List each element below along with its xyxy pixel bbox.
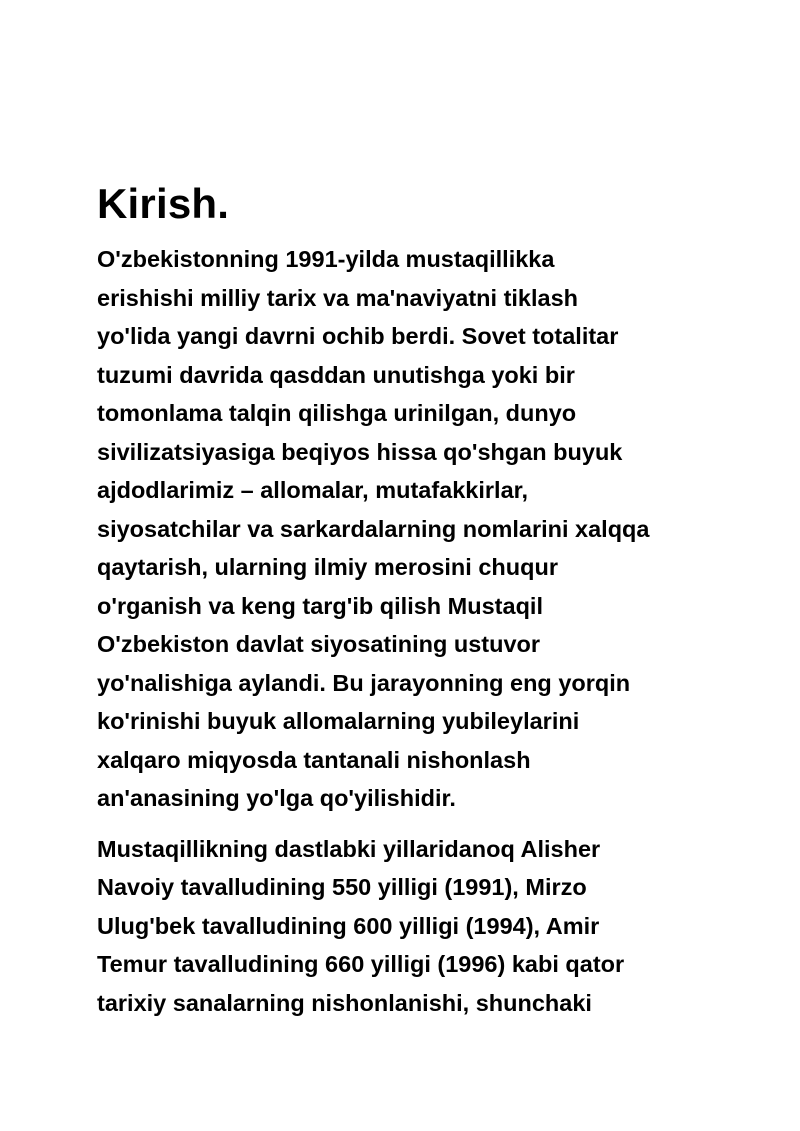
paragraph-line: sivilizatsiyasiga beqiyos hissa qo'shgan buyuk [97, 438, 623, 465]
paragraph-line: tuzumi davrida qasddan unutishga yoki bir [97, 361, 575, 388]
section-heading: Kirish. [97, 180, 230, 227]
paragraph-2 [97, 830, 727, 1023]
paragraph-line: Mustaqillikning dastlabki yillaridanoq Alisher [97, 835, 601, 862]
paragraph-line: Temur tavalludining 660 yilligi (1996) kabi qator [97, 951, 625, 977]
paragraph-1 [97, 240, 727, 818]
paragraph-line: O'zbekiston davlat siyosatining ustuvor [97, 631, 541, 657]
paragraph-line: Navoiy tavalludining 550 yilligi (1991), Mirzo [97, 874, 587, 900]
paragraph-line: yo'lida yangi davrni ochib berdi. Sovet totalitar [97, 323, 619, 349]
paragraph-line: o'rganish va keng targ'ib qilish Mustaqil [97, 592, 543, 619]
paragraph-line: siyosatchilar va sarkardalarning nomlarini xalqqa [97, 515, 650, 542]
paragraph-line: Ulug'bek tavalludining 600 yilligi (1994), Amir [97, 912, 600, 939]
document-body [97, 178, 727, 1034]
paragraph-line: xalqaro miqyosda tantanali nishonlash [97, 746, 531, 773]
paragraph-line: an'anasining yo'lga qo'yilishidir. [97, 785, 456, 811]
paragraph-line: O'zbekistonning 1991-yilda mustaqillikka [97, 246, 555, 272]
paragraph-line: tarixiy sanalarning nishonlanishi, shunchaki [97, 989, 592, 1016]
paragraph-line: erishishi milliy tarix va ma'naviyatni tiklash [97, 284, 579, 311]
paragraph-line: ajdodlarimiz – allomalar, mutafakkirlar, [97, 477, 529, 503]
paragraph-line: qaytarish, ularning ilmiy merosini chuqur [97, 554, 558, 580]
paragraph-line: yo'nalishiga aylandi. Bu jarayonning eng yorqin [97, 669, 631, 696]
paragraph-line: ko'rinishi buyuk allomalarning yubileylarini [97, 708, 580, 734]
paragraph-line: tomonlama talqin qilishga urinilgan, dunyo [97, 400, 577, 426]
